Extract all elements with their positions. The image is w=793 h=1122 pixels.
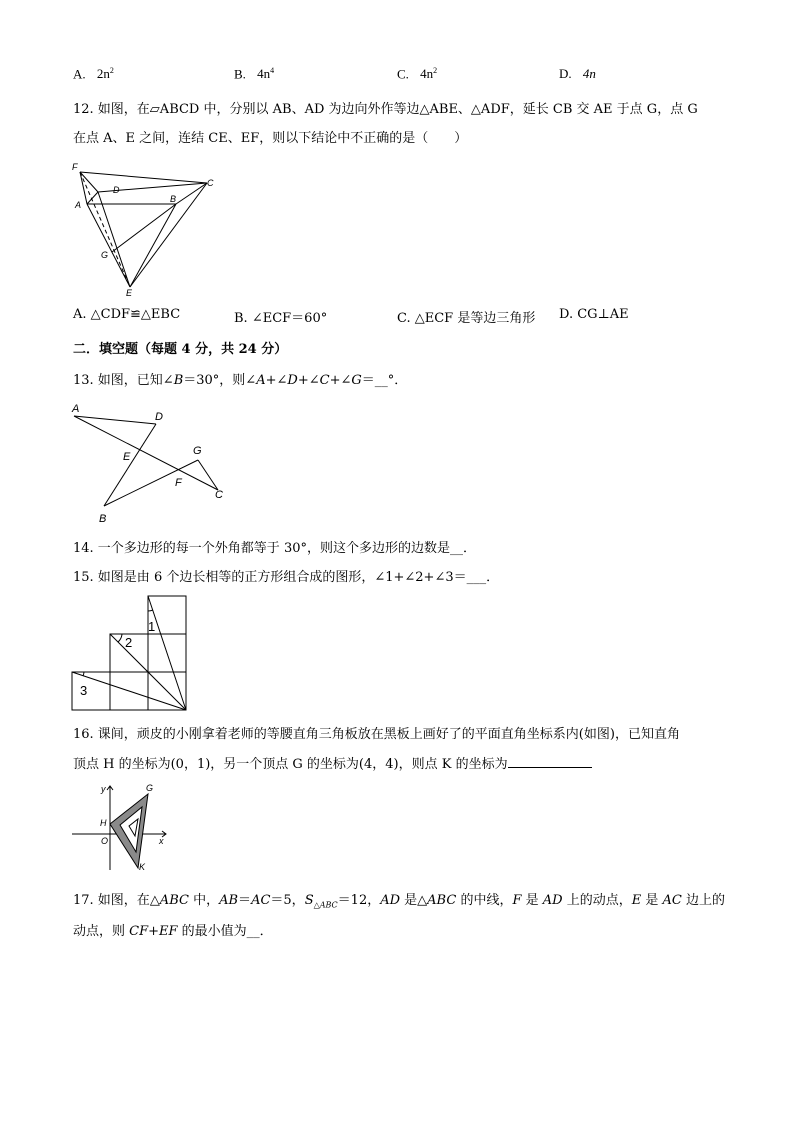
line-BC	[176, 183, 207, 204]
label-G: G	[146, 783, 154, 793]
label-D: D	[113, 185, 120, 195]
label-A: A	[75, 200, 82, 210]
line-AE	[87, 204, 130, 287]
q12-figure	[70, 160, 230, 300]
label-C: C	[215, 489, 223, 501]
line-DE	[98, 192, 130, 287]
label-G: G	[193, 445, 202, 457]
q14-text: 14. 一个多边形的每一个外角都等于 30°，则这个多边形的边数是__．	[73, 541, 476, 556]
line-FA	[80, 172, 87, 204]
diag-3	[72, 672, 186, 710]
line-AD	[87, 192, 98, 204]
label-B: B	[99, 513, 107, 525]
square-bottom-1	[72, 672, 110, 710]
q11-option-a: A. $2n^2$	[73, 66, 114, 82]
arc-2	[118, 634, 122, 642]
q17-line2: 动点，则 CF+EF 的最小值为__．	[73, 924, 273, 939]
line-FC	[80, 172, 207, 183]
arc-1	[148, 610, 153, 611]
angle-label-2: 2	[125, 635, 133, 650]
q17-line1: 17. 如图，在△ABC 中，AB＝AC＝5，$S_{\triangle ABC}=12$，AD 是△ABC 的中线，F 是 AD 上的动点，E 是 AC 边上的	[73, 893, 725, 910]
line-FE-dashed	[80, 172, 130, 287]
q12-option-b: B. ∠ECF＝60°	[234, 311, 328, 326]
label-D: D	[155, 411, 163, 423]
q11-option-b: B. $4n^4$	[234, 66, 275, 82]
label-C: C	[207, 178, 214, 188]
q13-text: 13. 如图，已知∠B＝30°，则∠A+∠D+∠C+∠G＝__°．	[73, 373, 408, 388]
q16-line2: 顶点 H 的坐标为(0，1)，另一个顶点 G 的坐标为(4，4)，则点 K 的坐标为	[73, 753, 592, 772]
arc-3	[83, 672, 84, 676]
label-E: E	[126, 288, 133, 298]
angle-label-1: 1	[148, 619, 156, 634]
q12-line2: 在点 A、E 之间，连结 CE、EF，则以下结论中不正确的是（ ）	[73, 131, 468, 146]
label-y: y	[101, 784, 106, 794]
q12-line1: 12. 如图，在▱ABCD 中，分别以 AB、AD 为边向外作等边△ABE、△ADF，延长 CB 交 AE 于点 G，点 G	[73, 102, 698, 117]
label-F: F	[175, 477, 182, 489]
answer-blank	[508, 767, 592, 768]
diag-1	[148, 596, 186, 710]
q16-line1: 16. 课间，顽皮的小刚拿着老师的等腰直角三角板放在黑板上画好了的平面直角坐标系内(如图)，已知直角	[73, 727, 680, 742]
q12-option-c: C. △ECF 是等边三角形	[397, 311, 536, 326]
q11-option-c: C. $4n^2$	[397, 66, 438, 82]
set-square	[110, 794, 148, 868]
label-F: F	[72, 162, 78, 172]
line-BE	[130, 204, 176, 287]
angle-label-3: 3	[80, 683, 88, 698]
q13-figure	[68, 400, 238, 528]
line-GC	[198, 460, 218, 490]
label-x: x	[159, 836, 164, 846]
label-O: O	[101, 836, 109, 846]
q16-figure	[70, 782, 172, 874]
q12-option-a: A. △CDF≌△EBC	[73, 307, 181, 322]
q11-option-d: D. 4n	[559, 66, 596, 81]
q15-figure	[70, 593, 192, 713]
label-H: H	[100, 818, 107, 828]
q15-text: 15. 如图是由 6 个边长相等的正方形组合成的图形，∠1+∠2+∠3＝___．	[73, 570, 500, 585]
line-BG	[112, 204, 176, 252]
line-FD	[80, 172, 98, 192]
line-CE	[130, 183, 207, 287]
label-K: K	[139, 862, 146, 872]
section-title: 二．填空题（每题 4 分，共 24 分）	[73, 342, 288, 357]
label-A: A	[72, 403, 80, 415]
q12-option-d: D. CG⊥AE	[559, 307, 629, 322]
label-B: B	[170, 194, 177, 204]
label-E: E	[123, 451, 131, 463]
label-G: G	[101, 250, 109, 260]
